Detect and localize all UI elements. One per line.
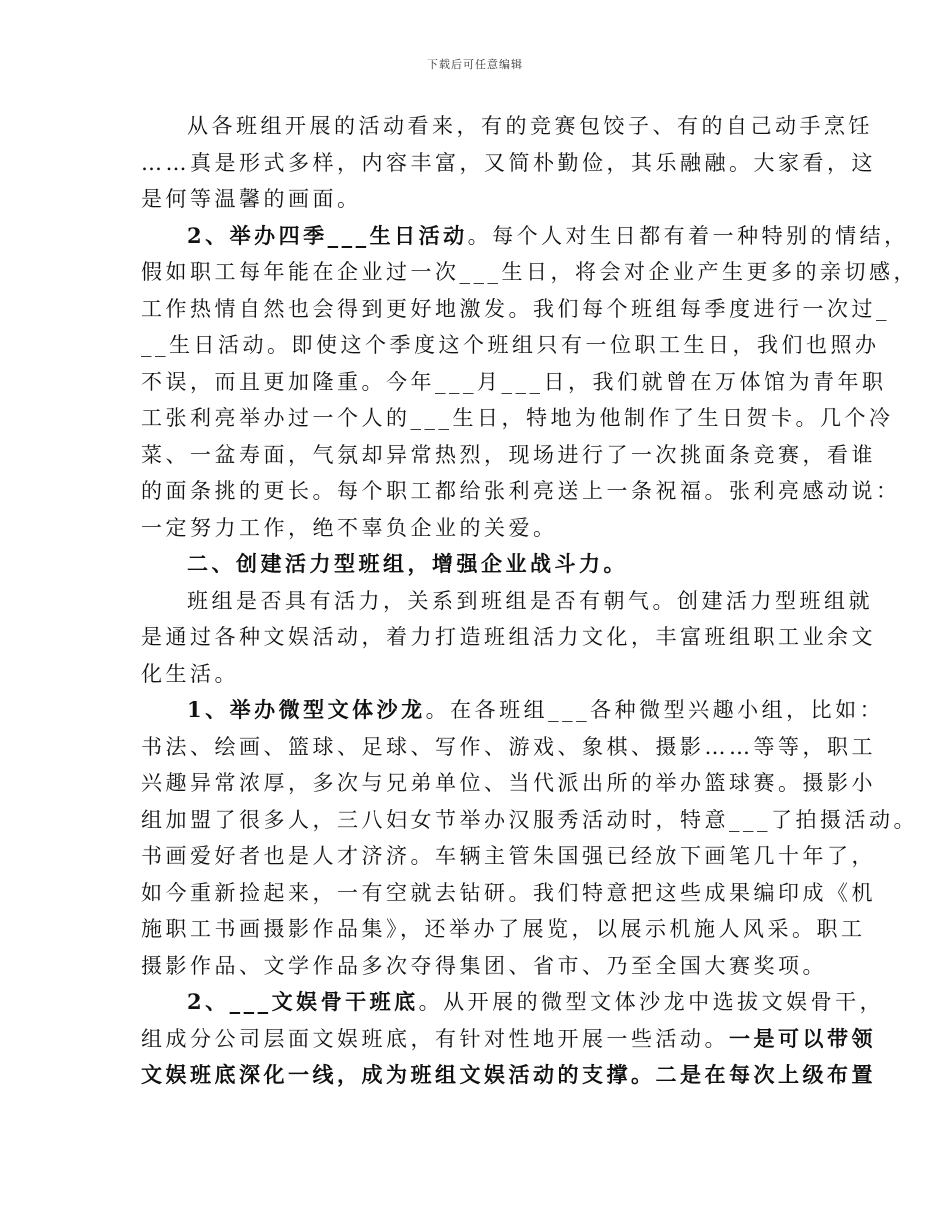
text-line (141, 838, 876, 875)
bold-text-segment: 文娱班底深化一线，成为班组文娱活动的支撑。二是在每次上级布置 (141, 1062, 876, 1087)
text-line (141, 729, 876, 766)
bold-text-segment: 2、___文娱骨干班底 (187, 989, 419, 1014)
text-line (141, 619, 876, 656)
text-segment: 书法、绘画、篮球、足球、写作、游戏、象棋、摄影……等等，职工 (141, 734, 876, 759)
text-segment: 是何等温馨的画面。 (141, 187, 362, 211)
text-line (141, 765, 876, 802)
text-line (141, 692, 885, 729)
text-segment: 化生活。 (141, 661, 239, 686)
text-line (141, 254, 918, 291)
bold-text-segment: 1、举办微型文体沙龙 (187, 697, 426, 722)
text-line (141, 291, 890, 328)
text-segment: 不误，而且更加隆重。今年___月___日，我们就曾在万体馆为青年职 (141, 369, 887, 394)
text-segment: 组成分公司层面文娱班底，有针对性地开展一些活动。 (141, 1026, 729, 1051)
text-segment: __生日活动。即使这个季度这个班组只有一位职工生日，我们也照办 (141, 333, 880, 357)
document-body (141, 108, 918, 1094)
text-line (141, 546, 813, 583)
text-segment: 兴趣异常浓厚，多次与兄弟单位、当代派出所的举办篮球赛。摄影小 (141, 771, 876, 795)
text-line (141, 327, 880, 364)
text-line (141, 1057, 876, 1094)
bold-text-segment: 二、创建活力型班组，增强企业战斗力。 (187, 551, 628, 576)
text-line (141, 437, 876, 474)
text-segment: 。每个人对生日都有着一种特别的情结， (467, 223, 909, 248)
text-line (141, 145, 876, 182)
text-segment: 假如职工每年能在企业过一次___生日，将会对企业产生更多的亲切感， (141, 260, 918, 284)
text-segment: 组加盟了很多人，三八妇女节举办汉服秀活动时，特意___了拍摄活动。 (141, 807, 918, 832)
text-segment: 一定努力工作，绝不辜负企业的关爱。 (141, 515, 558, 540)
bold-text-segment: 2、举办四季___生日活动 (187, 222, 468, 248)
page-header: 下载后可任意编辑 (427, 58, 523, 71)
text-segment: 菜、一盆寿面，气氛却异常热烈，现场进行了一次挑面条竞赛，看谁 (141, 442, 876, 467)
text-segment: 如今重新捡起来，一有空就去钻研。我们特意把这些成果编印成《机 (141, 880, 876, 905)
text-line (141, 108, 873, 145)
text-line (141, 948, 827, 985)
text-segment: 。在各班组___各种微型兴趣小组，比如： (425, 698, 885, 722)
text-line (141, 473, 901, 510)
text-segment: 是通过各种文娱活动，着力打造班组活力文化，丰富班组职工业余文 (141, 625, 876, 649)
text-segment: 工张利亮举办过一个人的___生日，特地为他制作了生日贺卡。几个冷 (141, 406, 894, 430)
text-line (141, 181, 813, 218)
text-line (141, 510, 813, 547)
text-line (141, 656, 813, 693)
text-segment: 书画爱好者也是人才济济。车辆主管朱国强已经放下画笔几十年了， (141, 844, 876, 868)
text-line (141, 911, 866, 948)
text-segment: 的面条挑的更长。每个职工都给张利亮送上一条祝福。张利亮感动说： (141, 479, 901, 503)
text-line (141, 364, 887, 401)
bold-text-segment: 一是可以带领 (729, 1025, 876, 1051)
text-line (141, 1021, 876, 1058)
text-line (141, 875, 876, 912)
text-line (141, 984, 885, 1021)
text-segment: 工作热情自然也会得到更好地激发。我们每个班组每季度进行一次过_ (141, 296, 890, 321)
text-line (141, 218, 909, 255)
text-segment: 摄影作品、文学作品多次夺得集团、省市、乃至全国大赛奖项。 (141, 953, 827, 978)
text-segment: 。从开展的微型文体沙龙中选拔文娱骨干， (418, 990, 885, 1014)
text-line (141, 802, 918, 839)
text-segment: 从各班组开展的活动看来，有的竞赛包饺子、有的自己动手烹饪 (187, 114, 873, 138)
text-segment: ……真是形式多样，内容丰富，又简朴勤俭，其乐融融。大家看，这 (141, 150, 876, 175)
text-line (141, 400, 894, 437)
text-segment: 班组是否具有活力，关系到班组是否有朝气。创建活力型班组就 (187, 588, 873, 613)
text-line (141, 583, 873, 620)
text-segment: 施职工书画摄影作品集》，还举办了展览，以展示机施人风采。职工 (141, 917, 866, 941)
